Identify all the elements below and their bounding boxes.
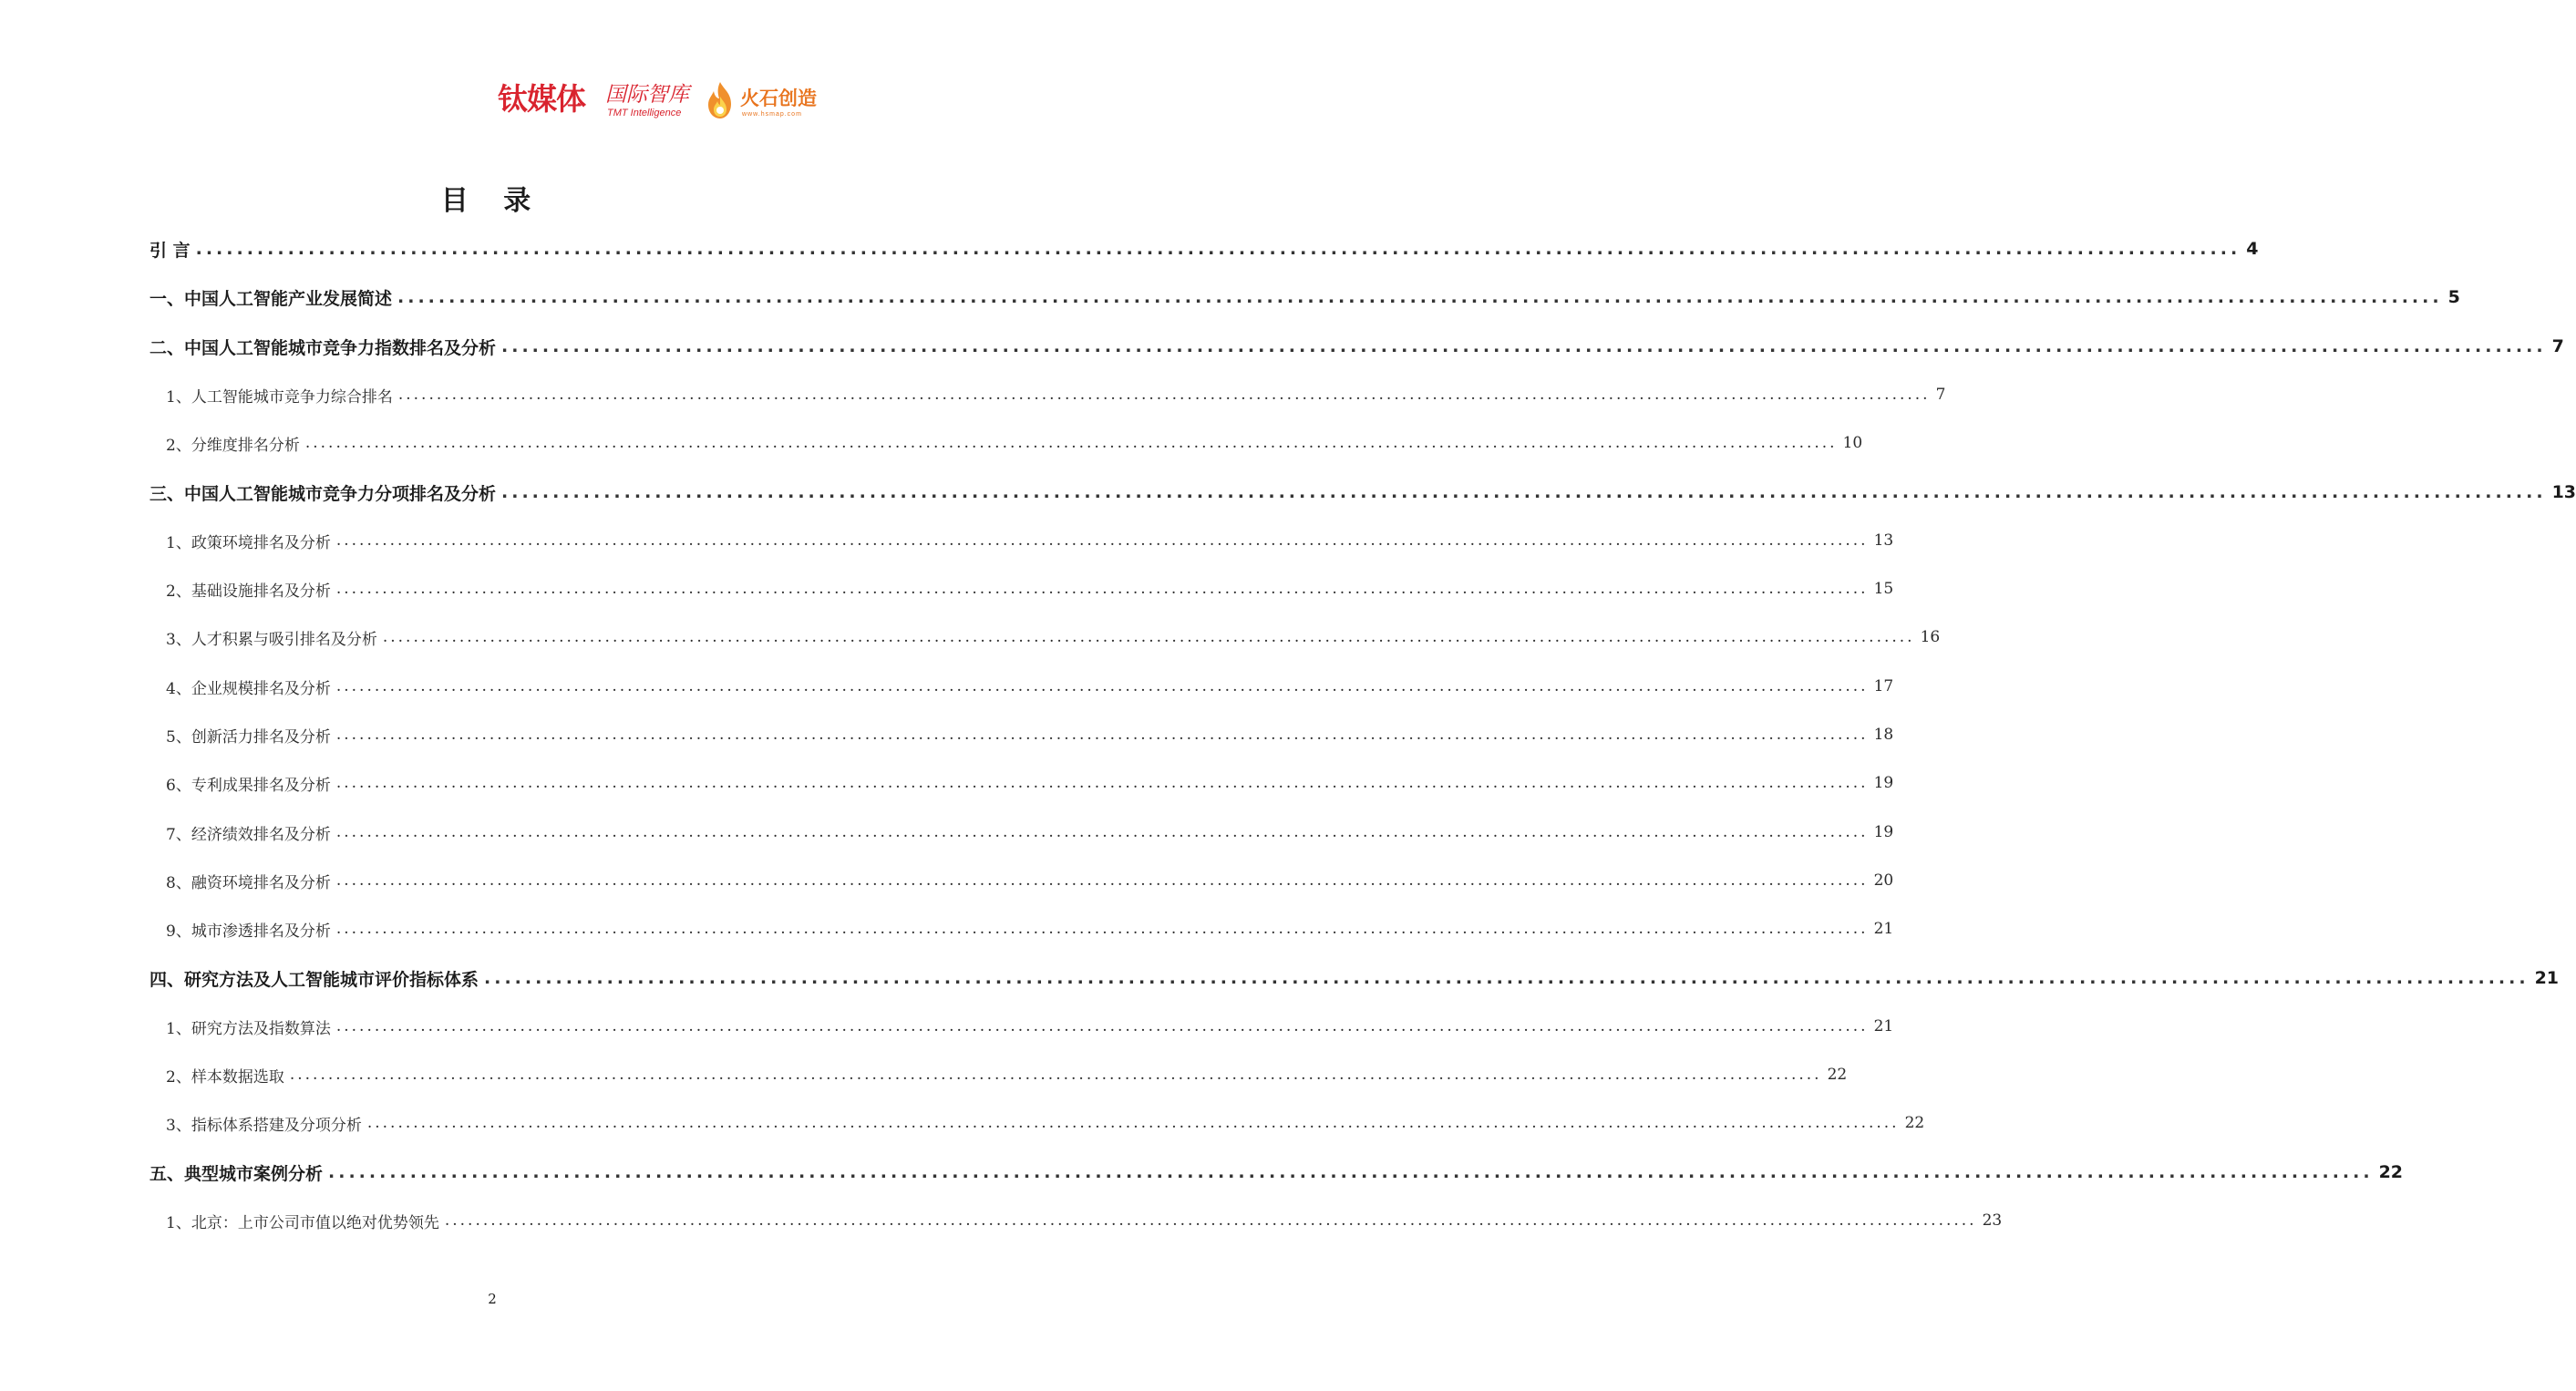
hsmap-logo-main: 火石创造	[740, 88, 817, 109]
toc-entry-page: 21	[1873, 920, 1894, 938]
toc-dot-leader: ........................................................................................................................................................................................................	[289, 1066, 1822, 1084]
toc-entry-label: 1、人工智能城市竞争力综合排名	[166, 387, 393, 407]
toc-dot-leader: ........................................................................................................................................................................................................	[335, 677, 1869, 696]
toc-dot-leader: ........................................................................................................................................................................................................	[397, 287, 2443, 307]
toc-entry[interactable]	[166, 622, 1941, 653]
toc-entry-page: 22	[1827, 1066, 1848, 1084]
toc-entry[interactable]	[149, 477, 2576, 508]
toc-entry-label: 2、分维度排名分析	[166, 436, 300, 455]
toc-entry-label: 9、城市渗透排名及分析	[166, 922, 331, 941]
toc-entry-page: 15	[1873, 580, 1894, 598]
toc-dot-leader: ........................................................................................................................................................................................................	[501, 482, 2547, 502]
toc-dot-leader: ........................................................................................................................................................................................................	[335, 871, 1869, 890]
tmt-logo-sub-cn: 国际智库	[605, 83, 689, 107]
toc-entry-label: 2、样本数据选取	[166, 1067, 284, 1087]
toc-entry[interactable]	[166, 719, 1894, 750]
toc-entry-page: 22	[1904, 1114, 1925, 1132]
toc-entry[interactable]	[149, 1157, 2404, 1188]
toc-entry[interactable]	[166, 525, 1894, 556]
toc-entry-label: 二、中国人工智能城市竞争力指数排名及分析	[149, 337, 497, 358]
toc-entry[interactable]	[166, 573, 1894, 604]
toc-dot-leader: ........................................................................................................................................................................................................	[335, 920, 1869, 938]
toc-dot-leader: ........................................................................................................................................................................................................	[501, 336, 2547, 356]
toc-dot-leader: ........................................................................................................................................................................................................	[335, 531, 1869, 550]
toc-entry[interactable]	[166, 1059, 1848, 1090]
toc-entry-page: 7	[1935, 386, 1946, 404]
toc-entry-page: 7	[2551, 336, 2564, 356]
toc-dot-leader: ........................................................................................................................................................................................................	[382, 628, 1915, 646]
tmt-logo-main: 钛媒体	[498, 81, 585, 117]
toc-entry-page: 4	[2246, 239, 2259, 259]
toc-entry-page: 19	[1873, 823, 1894, 841]
toc-dot-leader: ........................................................................................................................................................................................................	[335, 774, 1869, 792]
toc-entry-page: 19	[1873, 774, 1894, 792]
toc-entry-page: 10	[1842, 434, 1863, 452]
toc-entry[interactable]	[166, 671, 1894, 702]
toc-entry-page: 16	[1920, 628, 1941, 646]
toc-dot-leader: ........................................................................................................................................................................................................	[397, 386, 1931, 404]
toc-entry-label: 三、中国人工智能城市竞争力分项排名及分析	[149, 483, 497, 504]
toc-entry[interactable]	[149, 331, 2564, 362]
toc-entry-label: 5、创新活力排名及分析	[166, 727, 331, 747]
toc-entry[interactable]	[166, 379, 1946, 410]
toc-entry-label: 6、专利成果排名及分析	[166, 776, 331, 795]
toc-entry[interactable]	[166, 768, 1894, 799]
page-number: 2	[488, 1291, 497, 1307]
toc-entry[interactable]	[166, 1011, 1894, 1042]
toc-entry-page: 20	[1873, 871, 1894, 890]
toc-entry-label: 2、基础设施排名及分析	[166, 582, 331, 601]
page-title: 目 录	[440, 185, 544, 217]
toc-dot-leader: ........................................................................................................................................................................................................	[328, 1162, 2374, 1182]
toc-entry-label: 7、经济绩效排名及分析	[166, 825, 331, 844]
toc-dot-leader: ........................................................................................................................................................................................................	[335, 1017, 1869, 1036]
toc-entry[interactable]	[166, 817, 1894, 848]
toc-dot-leader: ........................................................................................................................................................................................................	[366, 1114, 1900, 1132]
toc-entry-label: 四、研究方法及人工智能城市评价指标体系	[149, 969, 479, 990]
toc-entry-page: 17	[1873, 677, 1894, 696]
toc-entry[interactable]	[166, 913, 1894, 944]
toc-dot-leader: ........................................................................................................................................................................................................	[335, 823, 1869, 841]
tmt-logo-sub-en: TMT Intelligence	[607, 108, 682, 118]
toc-dot-leader: ........................................................................................................................................................................................................	[335, 726, 1869, 744]
toc-entry-label: 一、中国人工智能产业发展简述	[149, 288, 393, 309]
toc-entry-label: 1、研究方法及指数算法	[166, 1019, 331, 1038]
toc-dot-leader: ........................................................................................................................................................................................................	[195, 239, 2241, 259]
toc-entry-page: 23	[1982, 1211, 2003, 1230]
toc-entry-label: 4、企业规模排名及分析	[166, 679, 331, 698]
toc-dot-leader: ........................................................................................................................................................................................................	[444, 1211, 1977, 1230]
toc-entry-page: 13	[2551, 482, 2576, 502]
toc-entry[interactable]	[149, 233, 2259, 264]
toc-entry-page: 21	[2534, 968, 2560, 988]
toc-entry-page: 5	[2447, 287, 2460, 307]
toc-entry-page: 18	[1873, 726, 1894, 744]
toc-entry[interactable]	[149, 282, 2460, 313]
toc-entry-page: 21	[1873, 1017, 1894, 1036]
toc-entry-label: 引 言	[149, 240, 191, 261]
toc-entry-label: 1、北京：上市公司市值以绝对优势领先	[166, 1213, 439, 1232]
toc-entry[interactable]	[166, 1205, 2003, 1236]
toc-entry[interactable]	[149, 963, 2560, 994]
toc-entry-label: 3、指标体系搭建及分项分析	[166, 1116, 362, 1135]
toc-dot-leader: ........................................................................................................................................................................................................	[335, 580, 1869, 598]
toc-entry[interactable]	[166, 1108, 1925, 1139]
toc-entry-label: 3、人才积累与吸引排名及分析	[166, 630, 377, 649]
toc-entry-label: 五、典型城市案例分析	[149, 1163, 324, 1184]
toc-entry[interactable]	[166, 865, 1894, 896]
toc-entry-label: 1、政策环境排名及分析	[166, 533, 331, 552]
toc-entry[interactable]	[166, 428, 1863, 459]
toc-entry-label: 8、融资环境排名及分析	[166, 873, 331, 892]
hsmap-logo-sub: www.hsmap.com	[742, 111, 802, 118]
toc-dot-leader: ........................................................................................................................................................................................................	[484, 968, 2530, 988]
toc-dot-leader: ........................................................................................................................................................................................................	[304, 434, 1838, 452]
toc-entry-page: 22	[2378, 1162, 2404, 1182]
toc-entry-page: 13	[1873, 531, 1894, 550]
